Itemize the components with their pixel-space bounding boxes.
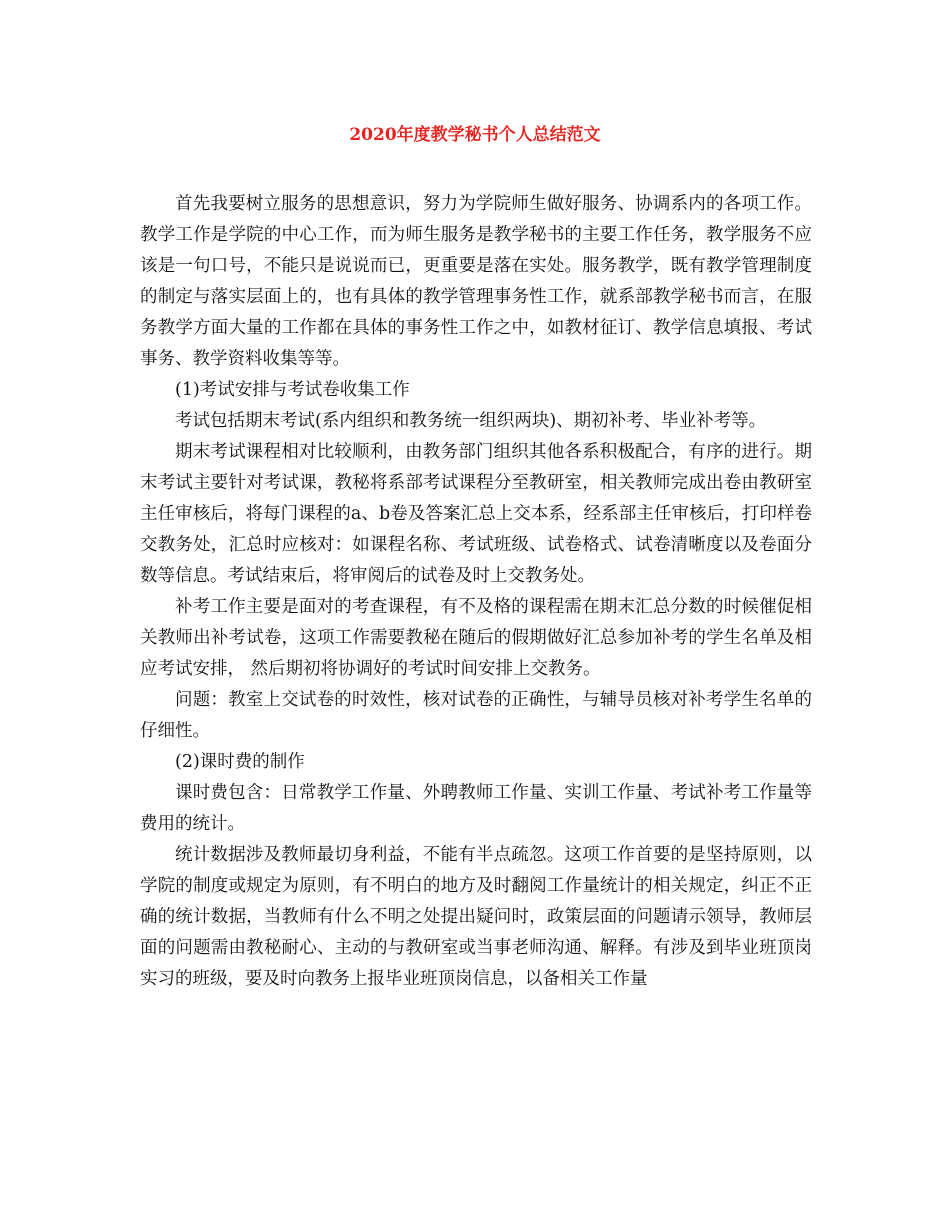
paragraph-final-exam: 期末考试课程相对比较顺利，由教务部门组织其他各系积极配合，有序的进行。期末考试主要针对考试课，教秘将系部考试课程分至教研室，相关教师完成出卷由教研室主任审核后，将每门课程的a、b卷及答案汇总上交本系，经系部主任审核后，打印样卷交教务处，汇总时应核对：如课程名称、考试班级、试卷格式、试卷清晰度以及卷面分数等信息。考试结束后，将审阅后的试卷及时上交教务处。	[140, 442, 812, 586]
paragraph-intro: 首先我要树立服务的思想意识，努力为学院师生做好服务、协调系内的各项工作。教学工作是学院的中心工作，而为师生服务是教学秘书的主要工作任务，教学服务不应该是一句口号，不能只是说说而已，更重要是落在实处。服务教学，既有教学管理制度的制定与落实层面上的，也有具体的教学管理事务性工作，就系部教学秘书而言，在服务教学方面大量的工作都在具体的事务性工作之中，如教材征订、教学信息填报、考试事务、教学资料收集等等。	[140, 194, 812, 369]
paragraph-exam-issues: 问题：教室上交试卷的时效性，核对试卷的正确性，与辅导员核对补考学生名单的仔细性。	[140, 690, 812, 741]
document-title: 2020年度教学秘书个人总结范文	[349, 125, 601, 145]
document-body	[140, 189, 812, 995]
section-heading-exam: (1)考试安排与考试卷收集工作	[175, 380, 410, 400]
paragraph-fee-contents: 课时费包含：日常教学工作量、外聘教师工作量、实训工作量、考试补考工作量等费用的统计。	[140, 783, 812, 834]
paragraph-exam-types: 考试包括期末考试(系内组织和教务统一组织两块)、期初补考、毕业补考等。	[175, 411, 767, 431]
paragraph-fee-statistics: 统计数据涉及教师最切身利益，不能有半点疏忽。这项工作首要的是坚持原则，以学院的制度或规定为原则，有不明白的地方及时翻阅工作量统计的相关规定，纠正不正确的统计数据，当教师有什么不明之处提出疑问时，政策层面的问题请示领导，教师层面的问题需由教秘耐心、主动的与教研室或当事老师沟通、解释。有涉及到毕业班顶岗实习的班级，要及时向教务上报毕业班顶岗信息，以备相关工作量	[140, 845, 812, 989]
paragraph-makeup-exam: 补考工作主要是面对的考查课程，有不及格的课程需在期末汇总分数的时候催促相关教师出补考试卷，这项工作需要教秘在随后的假期做好汇总参加补考的学生名单及相应考试安排， 然后期初将协调好的考试时间安排上交教务。	[140, 597, 812, 679]
section-heading-fees: (2)课时费的制作	[175, 752, 305, 772]
